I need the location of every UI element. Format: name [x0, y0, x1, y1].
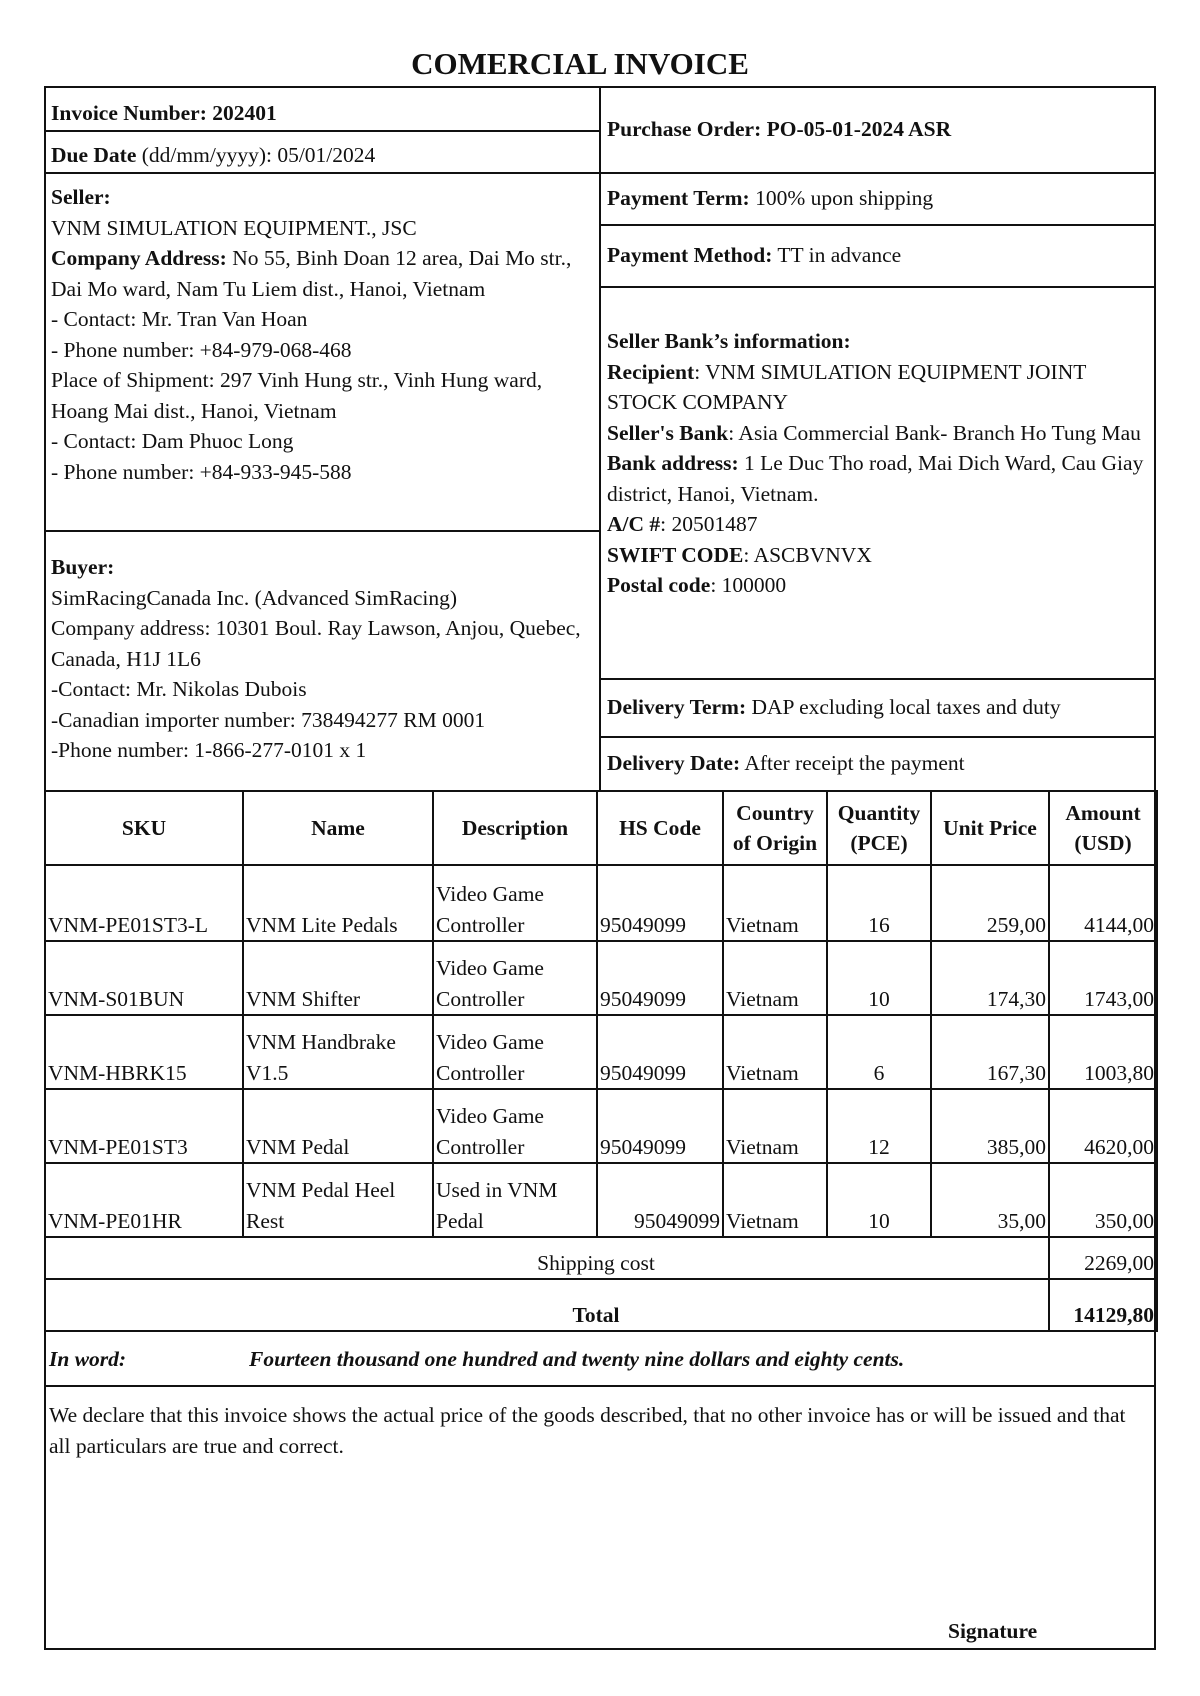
due-date-format: (dd/mm/yyyy): — [141, 143, 272, 167]
row-divider — [44, 1385, 1156, 1387]
item-amount: 4620,00 — [1049, 1089, 1157, 1163]
row-divider — [44, 530, 600, 532]
row-divider — [600, 286, 1156, 288]
declaration: We declare that this invoice shows the actual price of the goods described, that no other invoice has or will be issued and that all particulars are true and correct. — [49, 1403, 1126, 1458]
buyer-importer-number: -Canadian importer number: 738494277 RM 0001 — [51, 707, 486, 732]
column-header-quantity: Quantity (PCE) — [827, 791, 931, 865]
buyer-contact: -Contact: Mr. Nikolas Dubois — [51, 677, 307, 701]
swift-code-value: : ASCBVNVX — [743, 542, 872, 567]
invoice-number-label: Invoice Number: — [51, 101, 207, 125]
item-origin: Vietnam — [723, 1089, 827, 1163]
delivery-date-label: Delivery Date: — [607, 751, 741, 775]
signature-label: Signature — [948, 1619, 1038, 1643]
payment-term — [602, 183, 1154, 214]
column-header-name: Name — [243, 791, 433, 865]
item-unit-price: 259,00 — [931, 865, 1049, 941]
delivery-term-label: Delivery Term: — [607, 695, 747, 719]
total-value-text: 14129,80 — [1073, 1302, 1154, 1327]
purchase-order-value: PO-05-01-2024 ASR — [766, 117, 952, 141]
swift-code — [607, 540, 1154, 571]
item-quantity: 10 — [827, 941, 931, 1015]
item-sku: VNM-PE01ST3-L — [45, 865, 243, 941]
buyer-heading: Buyer: — [51, 555, 115, 579]
total-value — [1049, 1279, 1157, 1331]
buyer-address: Company address: 10301 Boul. Ray Lawson, Anjou, Quebec, Canada, H1J 1L6 — [51, 616, 581, 671]
column-header-country-of-origin: Country of Origin — [723, 791, 827, 865]
seller-block — [46, 182, 598, 487]
table-row — [45, 1089, 1157, 1163]
bank-address — [607, 448, 1154, 509]
bank-info-block — [602, 326, 1156, 601]
column-header-sku: SKU — [45, 791, 243, 865]
seller-bank — [607, 418, 1154, 449]
delivery-term-value: DAP excluding local taxes and duty — [751, 695, 1061, 719]
item-quantity: 12 — [827, 1089, 931, 1163]
row-divider — [600, 224, 1156, 226]
seller-address — [51, 243, 593, 304]
payment-term-label: Payment Term: — [607, 186, 750, 210]
table-header-row — [45, 791, 1157, 865]
bank-account — [607, 509, 1154, 540]
item-hs-code: 95049099 — [597, 865, 723, 941]
item-unit-price: 174,30 — [931, 941, 1049, 1015]
column-header-description: Description — [433, 791, 597, 865]
item-name: VNM Pedal Heel Rest — [243, 1163, 433, 1237]
item-name: VNM Shifter — [243, 941, 433, 1015]
due-date-value: 05/01/2024 — [277, 143, 376, 167]
item-amount: 350,00 — [1049, 1163, 1157, 1237]
shipping-cost-value: 2269,00 — [1049, 1237, 1157, 1279]
item-quantity: 6 — [827, 1015, 931, 1089]
buyer-name: SimRacingCanada Inc. (Advanced SimRacing) — [51, 585, 458, 610]
item-sku: VNM-S01BUN — [45, 941, 243, 1015]
shipping-cost-label: Shipping cost — [45, 1237, 1049, 1279]
buyer-block — [46, 552, 598, 766]
bank-heading: Seller Bank’s information: — [607, 329, 851, 353]
item-quantity: 16 — [827, 865, 931, 941]
item-unit-price: 385,00 — [931, 1089, 1049, 1163]
item-origin: Vietnam — [723, 1015, 827, 1089]
swift-code-label: SWIFT CODE — [607, 542, 744, 567]
purchase-order — [602, 114, 1152, 145]
item-sku: VNM-PE01ST3 — [45, 1089, 243, 1163]
item-description: Video Game Controller — [433, 1015, 597, 1089]
item-sku: VNM-HBRK15 — [45, 1015, 243, 1089]
item-unit-price: 167,30 — [931, 1015, 1049, 1089]
seller-address-value: No 55, Binh Doan 12 area, Dai Mo str., Dai Mo ward, Nam Tu Liem dist., Hanoi, Vietnam — [51, 246, 572, 301]
column-header-amount: Amount (USD) — [1049, 791, 1157, 865]
in-word-label: In word: — [49, 1347, 127, 1371]
row-divider — [600, 736, 1156, 738]
seller-bank-label: Seller's Bank — [607, 420, 729, 445]
due-date-label: Due Date — [51, 143, 137, 167]
total-row — [45, 1279, 1157, 1331]
bank-account-label: A/C # — [607, 512, 661, 536]
table-row — [45, 1015, 1157, 1089]
invoice-number — [46, 98, 596, 129]
due-date — [46, 140, 596, 171]
payment-method-value: TT in advance — [777, 243, 902, 267]
bank-address-label: Bank address: — [607, 451, 739, 475]
seller-name: VNM SIMULATION EQUIPMENT., JSC — [51, 215, 417, 240]
invoice-number-value: 202401 — [212, 101, 277, 125]
column-divider — [599, 86, 601, 790]
item-hs-code: 95049099 — [597, 1089, 723, 1163]
purchase-order-label: Purchase Order: — [607, 117, 762, 141]
delivery-date — [602, 748, 1154, 779]
bank-recipient-value: : VNM SIMULATION EQUIPMENT JOINT STOCK COMPANY — [607, 359, 1086, 414]
buyer-phone: -Phone number: 1-866-277-0101 x 1 — [51, 738, 367, 762]
seller-phone: - Phone number: +84-979-068-468 — [51, 337, 352, 362]
amount-in-words — [44, 1338, 1156, 1386]
postal-code-label: Postal code — [607, 573, 711, 597]
item-sku: VNM-PE01HR — [45, 1163, 243, 1237]
row-divider — [44, 130, 600, 132]
total-label — [45, 1279, 1049, 1331]
postal-code — [607, 570, 1154, 601]
payment-method-label: Payment Method: — [607, 243, 773, 267]
bank-address-value: 1 Le Duc Tho road, Mai Dich Ward, Cau Giay district, Hanoi, Vietnam. — [607, 451, 1144, 506]
payment-term-value: 100% upon shipping — [755, 186, 934, 210]
place-of-shipment: Place of Shipment: 297 Vinh Hung str., Vinh Hung ward, Hoang Mai dist., Hanoi, Vietnam — [51, 368, 543, 423]
item-unit-price: 35,00 — [931, 1163, 1049, 1237]
item-description: Used in VNM Pedal — [433, 1163, 597, 1237]
shipment-contact: - Contact: Dam Phuoc Long — [51, 429, 294, 453]
bank-account-value: : 20501487 — [660, 512, 758, 536]
item-amount: 4144,00 — [1049, 865, 1157, 941]
item-amount: 1743,00 — [1049, 941, 1157, 1015]
item-quantity: 10 — [827, 1163, 931, 1237]
item-origin: Vietnam — [723, 941, 827, 1015]
table-row — [45, 1163, 1157, 1237]
postal-code-value: : 100000 — [710, 573, 787, 597]
item-description: Video Game Controller — [433, 1089, 597, 1163]
bank-recipient — [607, 357, 1154, 418]
item-description: Video Game Controller — [433, 865, 597, 941]
item-origin: Vietnam — [723, 1163, 827, 1237]
column-header-unit-price: Unit Price — [931, 791, 1049, 865]
row-divider — [600, 678, 1156, 680]
item-amount: 1003,80 — [1049, 1015, 1157, 1089]
table-row — [45, 941, 1157, 1015]
table-row — [45, 865, 1157, 941]
item-origin: Vietnam — [723, 865, 827, 941]
payment-method — [602, 240, 1154, 271]
item-hs-code: 95049099 — [597, 1163, 723, 1237]
shipping-cost-row — [45, 1237, 1157, 1279]
delivery-term — [602, 692, 1156, 723]
item-description: Video Game Controller — [433, 941, 597, 1015]
delivery-date-value: After receipt the payment — [744, 751, 965, 775]
item-name: VNM Pedal — [243, 1089, 433, 1163]
shipment-phone: - Phone number: +84-933-945-588 — [51, 459, 352, 484]
total-label-text: Total — [572, 1302, 620, 1327]
line-items-table — [44, 790, 1158, 1332]
column-header-hs-code: HS Code — [597, 791, 723, 865]
seller-heading: Seller: — [51, 185, 111, 209]
item-name: VNM Lite Pedals — [243, 865, 433, 941]
item-hs-code: 95049099 — [597, 1015, 723, 1089]
item-hs-code: 95049099 — [597, 941, 723, 1015]
seller-bank-value: : Asia Commercial Bank- Branch Ho Tung Mau — [728, 420, 1141, 445]
item-name: VNM Handbrake V1.5 — [243, 1015, 433, 1089]
seller-address-label: Company Address: — [51, 246, 227, 270]
document-title: COMERCIAL INVOICE — [411, 46, 749, 81]
bank-recipient-label: Recipient — [607, 359, 695, 384]
in-word-text: Fourteen thousand one hundred and twenty nine dollars and eighty cents. — [249, 1347, 905, 1371]
seller-contact: - Contact: Mr. Tran Van Hoan — [51, 307, 308, 331]
row-divider — [44, 172, 1156, 174]
